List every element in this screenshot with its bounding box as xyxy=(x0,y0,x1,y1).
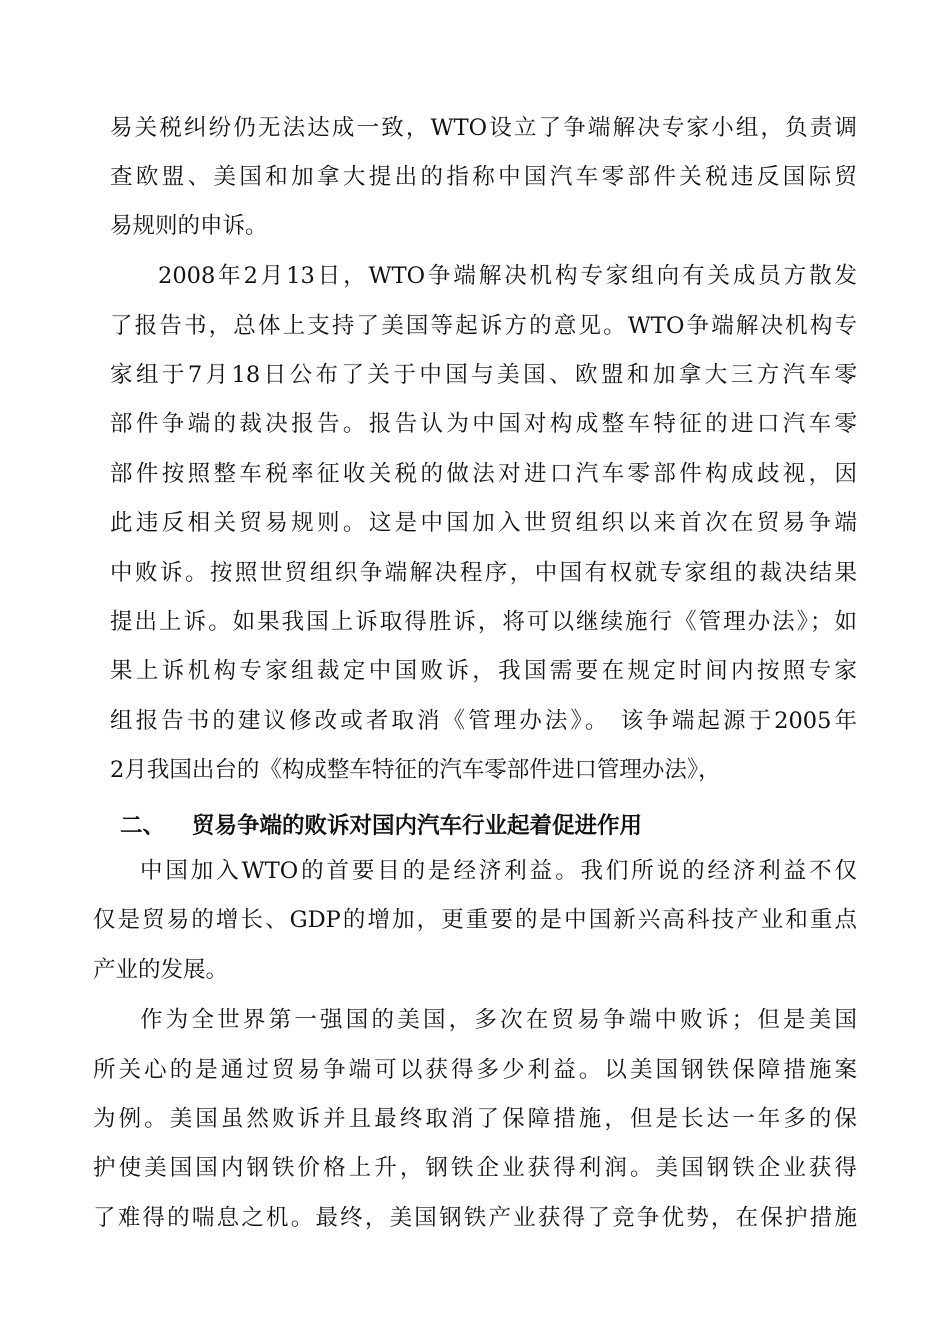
paragraph-line: 中败诉。按照世贸组织争端解决程序，中国有权就专家组的裁决结果 xyxy=(110,560,857,586)
paragraph-line: 仅是贸易的增长、GDP的增加，更重要的是中国新兴高科技产业和重点 xyxy=(93,907,857,933)
paragraph-line: 提出上诉。如果我国上诉取得胜诉，将可以继续施行《管理办法》；如 xyxy=(110,609,857,635)
paragraph-line: 部件争端的裁决报告。报告认为中国对构成整车特征的进口汽车零 xyxy=(110,411,857,437)
paragraph-line: 了报告书，总体上支持了美国等起诉方的意见。WTO争端解决机构专 xyxy=(110,313,857,339)
paragraph-line: 了难得的喘息之机。最终，美国钢铁产业获得了竞争优势，在保护措施 xyxy=(93,1205,857,1231)
paragraph-line: 所关心的是通过贸易争端可以获得多少利益。以美国钢铁保障措施案 xyxy=(93,1057,857,1083)
paragraph-line: 此违反相关贸易规则。这是中国加入世贸组织以来首次在贸易争端 xyxy=(110,510,857,536)
section-heading xyxy=(120,808,642,844)
paragraph-line: 2月我国出台的《构成整车特征的汽车零部件进口管理办法》， xyxy=(110,757,721,783)
paragraph-line: 部件按照整车税率征收关税的做法对进口汽车零部件构成歧视，因 xyxy=(110,461,857,487)
paragraph-line: 中国加入WTO的首要目的是经济利益。我们所说的经济利益不仅 xyxy=(140,858,857,884)
paragraph-line: 易关税纠纷仍无法达成一致，WTO设立了争端解决专家小组，负责调 xyxy=(110,115,857,141)
paragraph-line: 为例。美国虽然败诉并且最终取消了保障措施，但是长达一年多的保 xyxy=(93,1106,857,1132)
paragraph-line: 果上诉机构专家组裁定中国败诉，我国需要在规定时间内按照专家 xyxy=(110,658,857,684)
section-title: 贸易争端的败诉对国内汽车行业起着促进作用 xyxy=(192,813,643,839)
paragraph-line: 易规则的申诉。 xyxy=(110,213,268,239)
paragraph-line: 2008年2月13日，WTO争端解决机构专家组向有关成员方散发 xyxy=(158,263,857,289)
paragraph-line: 家组于7月18日公布了关于中国与美国、欧盟和加拿大三方汽车零 xyxy=(110,362,857,388)
paragraph-line: 组报告书的建议修改或者取消《管理办法》。 该争端起源于2005年 xyxy=(110,708,857,734)
paragraph-line: 产业的发展。 xyxy=(93,957,229,983)
paragraph-line: 查欧盟、美国和加拿大提出的指称中国汽车零部件关税违反国际贸 xyxy=(110,164,857,190)
section-number: 二、 xyxy=(120,813,166,839)
paragraph-line: 作为全世界第一强国的美国，多次在贸易争端中败诉；但是美国 xyxy=(140,1007,857,1033)
paragraph-line: 护使美国国内钢铁价格上升，钢铁企业获得利润。美国钢铁企业获得 xyxy=(93,1155,857,1181)
